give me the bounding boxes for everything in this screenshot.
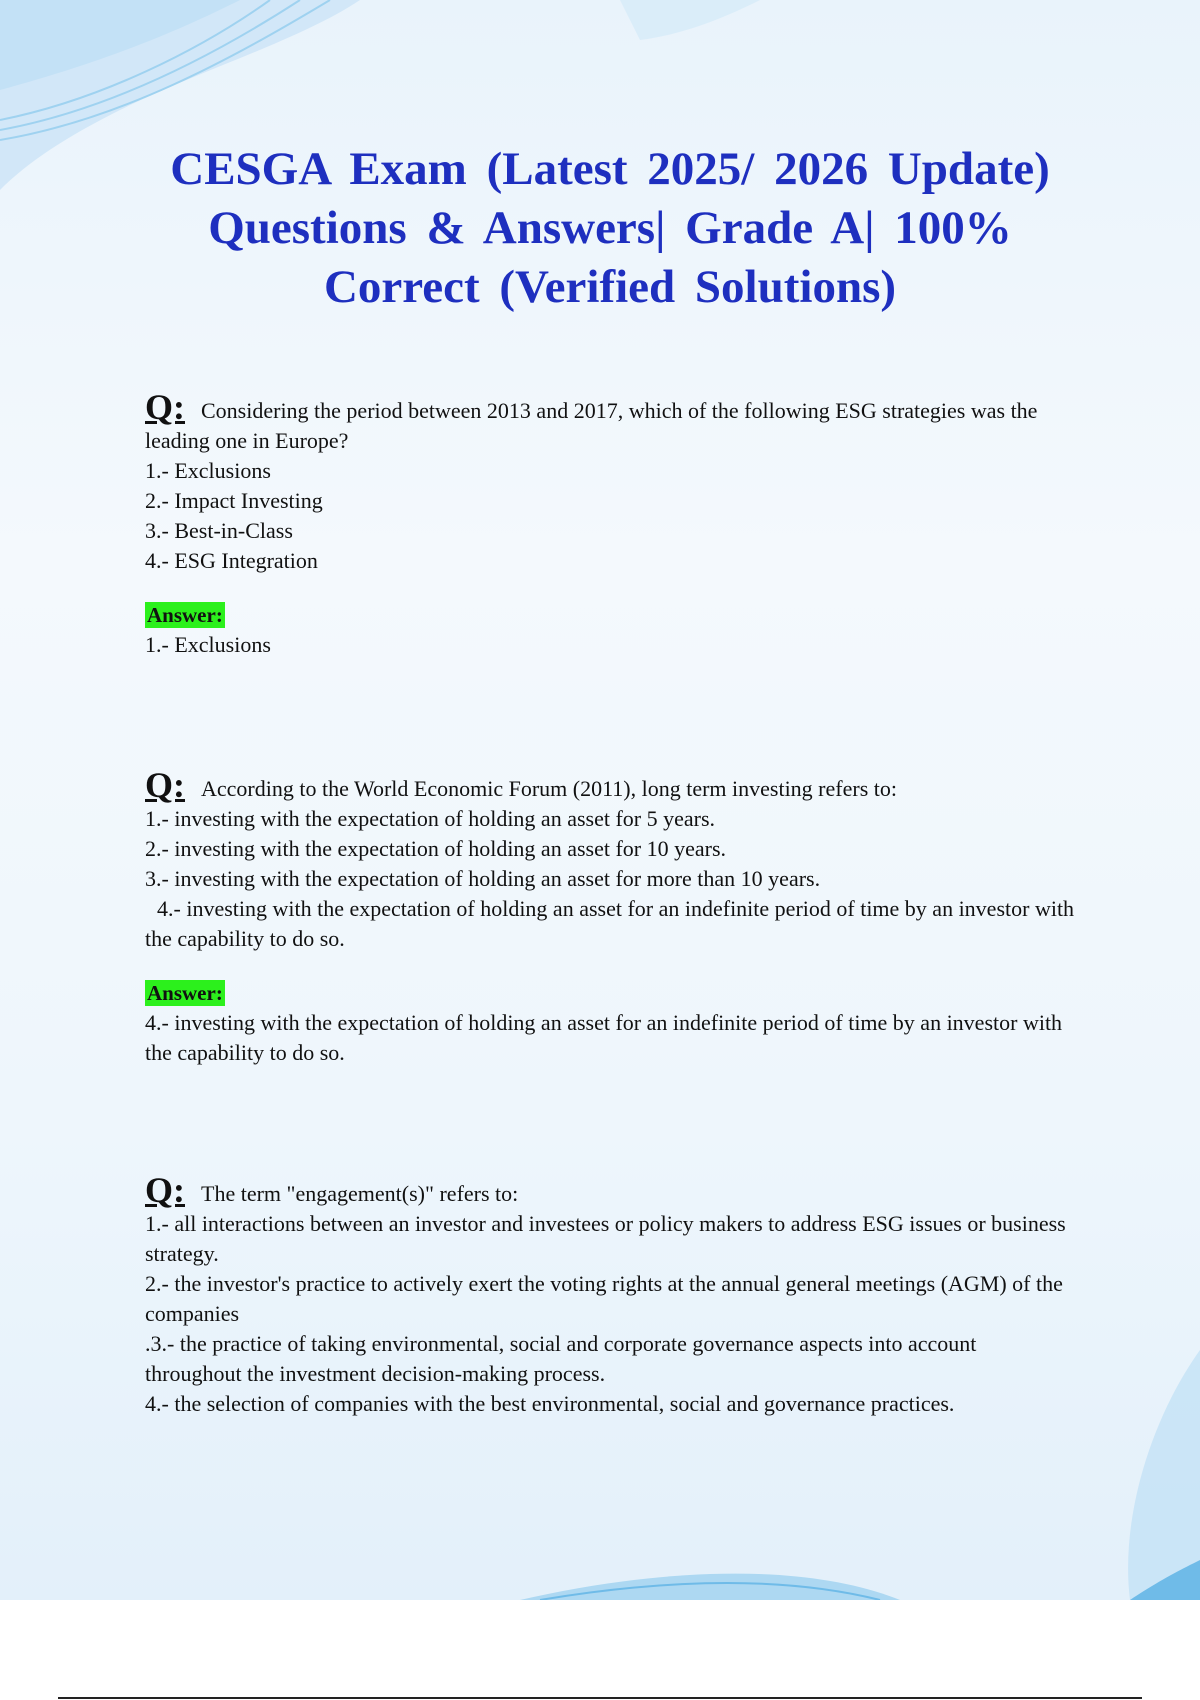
question-2-option-2: 2.- investing with the expectation of holding an asset for 10 years. (145, 836, 727, 861)
question-1-option-4: 4.- ESG Integration (145, 548, 318, 573)
question-2-option-4: 4.- investing with the expectation of holding an asset for an indefinite period of time by an investor with the capability to do so. (145, 896, 1075, 951)
question-1-option-1: 1.- Exclusions (145, 458, 271, 483)
document-title: CESGA Exam (Latest 2025/ 2026 Update) Questions & Answers| Grade A| 100% Correct (Verified Solutions) (170, 143, 1050, 313)
question-2-option-3: 3.- investing with the expectation of holding an asset for more than 10 years. (145, 866, 821, 891)
question-2-option-1: 1.- investing with the expectation of holding an asset for 5 years. (145, 806, 716, 831)
question-2-text: According to the World Economic Forum (2011), long term investing refers to: (201, 776, 897, 801)
question-block-2 (145, 765, 1075, 1068)
question-2 (145, 765, 1075, 805)
question-3 (145, 1170, 1075, 1210)
question-marker: Q: (145, 387, 185, 427)
question-1 (145, 387, 1075, 456)
question-marker: Q: (145, 1170, 185, 1210)
question-block-1 (145, 387, 1075, 660)
question-block-3 (145, 1170, 1075, 1419)
question-3-option-4: 4.- the selection of companies with the best environmental, social and governance practices. (145, 1391, 955, 1416)
question-3-option-1: 1.- all interactions between an investor and investees or policy makers to address ESG issues or business strategy. (145, 1211, 1066, 1266)
answer-label: Answer: (147, 603, 223, 627)
question-3-text: The term "engagement(s)" refers to: (201, 1181, 519, 1206)
question-1-option-3: 3.- Best-in-Class (145, 518, 293, 543)
question-marker: Q: (145, 765, 185, 805)
question-1-answer: 1.- Exclusions (145, 632, 271, 657)
question-1-text: Considering the period between 2013 and 2017, which of the following ESG strategies was the leading one in Europe? (145, 398, 1038, 453)
question-1-option-2: 2.- Impact Investing (145, 488, 323, 513)
question-3-option-2: 2.- the investor's practice to actively exert the voting rights at the annual general meetings (AGM) of the companies (145, 1271, 1063, 1326)
question-2-answer: 4.- investing with the expectation of holding an asset for an indefinite period of time by an investor with the capability to do so. (145, 1010, 1063, 1065)
footer-divider (58, 1697, 1142, 1699)
question-3-option-3: .3.- the practice of taking environmental, social and corporate governance aspects into account throughout the investment decision-making process. (145, 1331, 977, 1386)
answer-label: Answer: (147, 981, 223, 1005)
